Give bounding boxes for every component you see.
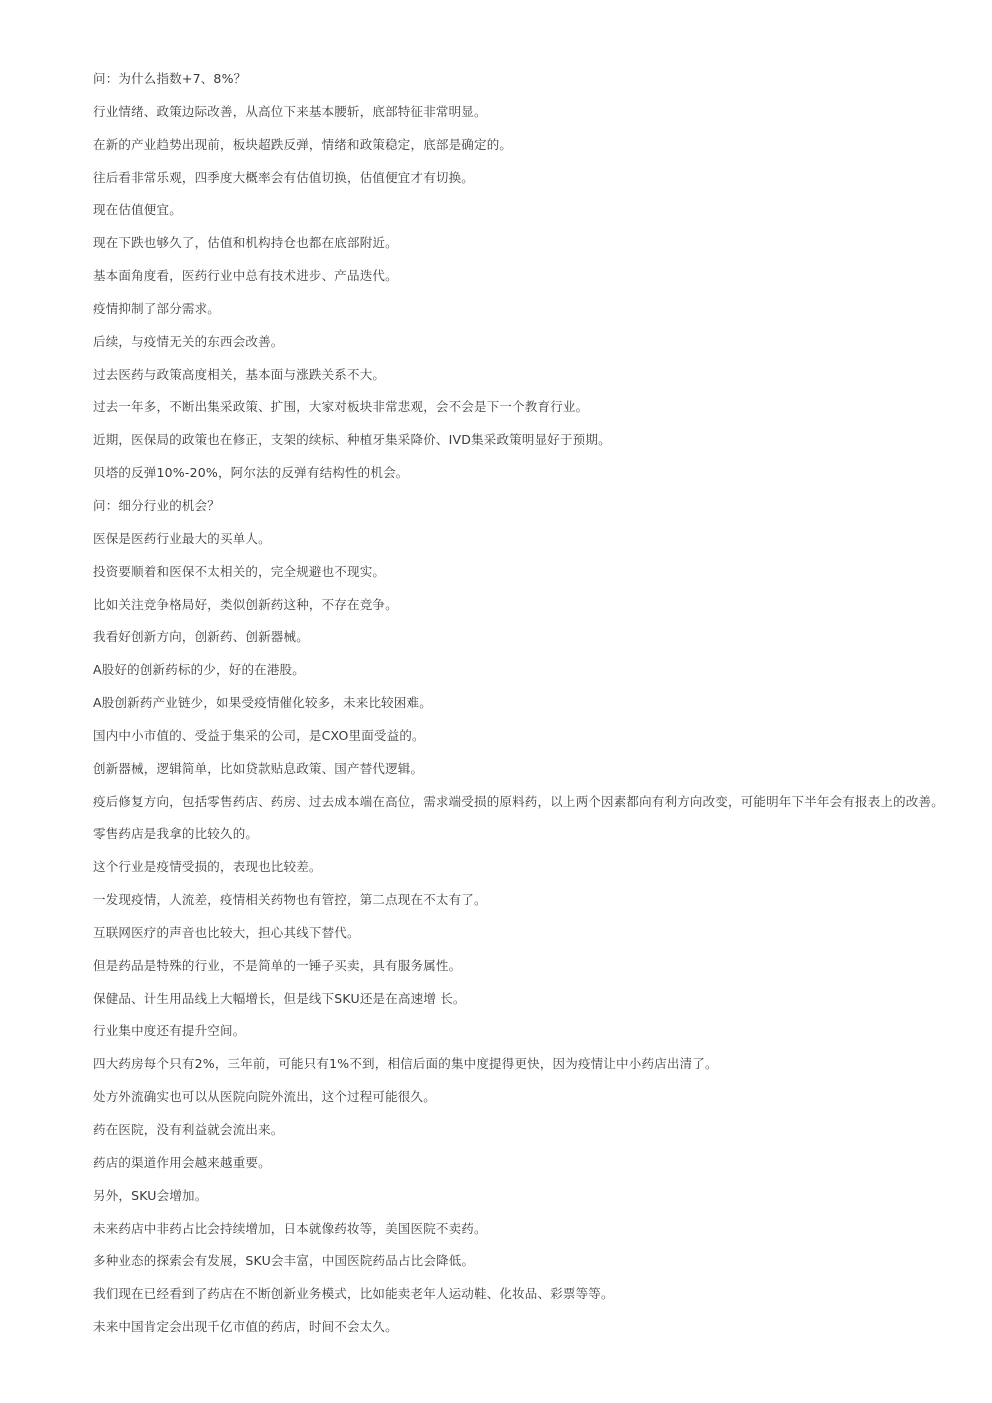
paragraph: 过去一年多，不断出集采政策、扩围，大家对板块非常悲观，会不会是下一个教育行业。 (93, 399, 589, 415)
paragraph: 零售药店是我拿的比较久的。 (93, 826, 259, 842)
paragraph: 多种业态的探索会有发展，SKU会丰富，中国医院药品占比会降低。 (93, 1253, 475, 1269)
paragraph: 现在下跌也够久了，估值和机构持仓也都在底部附近。 (93, 235, 398, 251)
paragraph: 四大药房每个只有2%，三年前，可能只有1%不到，相信后面的集中度提得更快，因为疫情让中小药店出清了。 (93, 1056, 718, 1072)
paragraph: 我看好创新方向，创新药、创新器械。 (93, 629, 309, 645)
paragraph: 行业集中度还有提升空间。 (93, 1023, 246, 1039)
paragraph: 国内中小市值的、受益于集采的公司，是CXO里面受益的。 (93, 727, 425, 743)
paragraph: 处方外流确实也可以从医院向院外流出，这个过程可能很久。 (93, 1089, 436, 1105)
paragraph: 这个行业是疫情受损的，表现也比较差。 (93, 859, 322, 875)
paragraph: 药店的渠道作用会越来越重要。 (93, 1154, 271, 1170)
paragraph: 往后看非常乐观，四季度大概率会有估值切换，估值便宜才有切换。 (93, 169, 475, 185)
paragraph: 近期，医保局的政策也在修正，支架的续标、种植牙集采降价、IVD集采政策明显好于预期。 (93, 432, 611, 448)
paragraph: 贝塔的反弹10%-20%，阿尔法的反弹有结构性的机会。 (93, 465, 409, 481)
paragraph: 但是药品是特殊的行业，不是简单的一锤子买卖，具有服务属性。 (93, 957, 462, 973)
paragraph: 保健品、计生用品线上大幅增长，但是线下SKU还是在高速增 长。 (93, 990, 466, 1006)
paragraph: 创新器械，逻辑简单，比如贷款贴息政策、国产替代逻辑。 (93, 760, 424, 776)
paragraph: 问：细分行业的机会？ (93, 497, 221, 513)
paragraph: 疫后修复方向，包括零售药店、药房、过去成本端在高位，需求端受损的原料药，以上两个因素都向有利方向改变，可能明年下半年会有报表上的改善。 (93, 793, 944, 809)
paragraph: 比如关注竞争格局好，类似创新药这种，不存在竞争。 (93, 596, 398, 612)
paragraph: 我们现在已经看到了药店在不断创新业务模式，比如能卖老年人运动鞋、化妆品、彩票等等。 (93, 1286, 614, 1302)
paragraph: 行业情绪、政策边际改善，从高位下来基本腰斩，底部特征非常明显。 (93, 103, 487, 119)
paragraph: 医保是医药行业最大的买单人。 (93, 530, 271, 546)
paragraph: A股创新药产业链少，如果受疫情催化较多，未来比较困难。 (93, 695, 432, 711)
paragraph: 疫情抑制了部分需求。 (93, 300, 221, 316)
paragraph: 一发现疫情，人流差，疫情相关药物也有管控，第二点现在不太有了。 (93, 892, 487, 908)
paragraph: 投资要顺着和医保不太相关的，完全规避也不现实。 (93, 563, 386, 579)
paragraph: 基本面角度看，医药行业中总有技术进步、产品迭代。 (93, 268, 398, 284)
paragraph: 问：为什么指数+7、8%？ (93, 71, 247, 86)
paragraph: 过去医药与政策高度相关，基本面与涨跌关系不大。 (93, 366, 386, 382)
paragraph: A股好的创新药标的少，好的在港股。 (93, 662, 305, 678)
paragraph: 在新的产业趋势出现前，板块超跌反弹，情绪和政策稳定，底部是确定的。 (93, 136, 513, 152)
document-body (93, 69, 945, 1350)
paragraph: 未来中国肯定会出现千亿市值的药店，时间不会太久。 (93, 1319, 398, 1335)
paragraph: 互联网医疗的声音也比较大，担心其线下替代。 (93, 924, 360, 940)
paragraph: 后续，与疫情无关的东西会改善。 (93, 333, 284, 349)
paragraph: 未来药店中非药占比会持续增加，日本就像药妆等，美国医院不卖药。 (93, 1220, 487, 1236)
paragraph: 另外，SKU会增加。 (93, 1187, 208, 1203)
paragraph: 现在估值便宜。 (93, 202, 182, 218)
paragraph: 药在医院，没有利益就会流出来。 (93, 1122, 284, 1137)
